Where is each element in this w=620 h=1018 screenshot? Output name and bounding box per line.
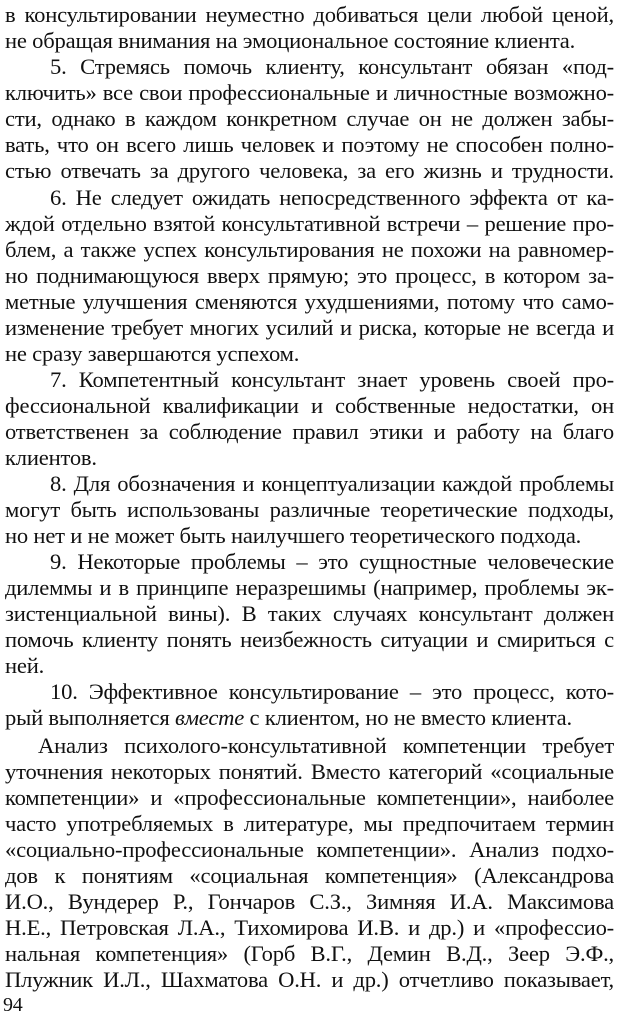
text-line: в консультировании неуместно добиваться цели любой ценой,	[5, 2, 614, 27]
paragraph-analysis-start: Анализ психолого-консультативной компетенции требует	[38, 733, 614, 758]
text-line: ключить» все свои профессиональные и личностные возможно-	[5, 80, 614, 105]
text-line: могут быть использованы различные теоретические подходы,	[5, 497, 614, 522]
text-line: не обращая внимания на эмоциональное состояние клиента.	[5, 28, 576, 53]
text-line: не сразу завершаются успехом.	[5, 341, 300, 366]
text-line: ответственен за соблюдение правил этики и работу на благо	[5, 419, 614, 444]
text-line: дилеммы и в принципе неразрешимы (например, проблемы эк-	[5, 575, 614, 600]
text-line: вать, что он всего лишь человек и поэтому не способен полно-	[5, 132, 614, 157]
text-line: клиентов.	[5, 445, 97, 470]
page-number: 94	[3, 994, 23, 1016]
paragraph-7-start: 7. Компетентный консультант знает уровень своей про-	[50, 367, 614, 392]
paragraph-9-start: 9. Некоторые проблемы – это сущностные человеческие	[50, 549, 614, 574]
text-line: Плужник И.Л., Шахматова О.Н. и др.) отчетливо показывает,	[5, 967, 614, 992]
text-line: изменение требует многих усилий и риска, которые не всегда и	[5, 315, 614, 340]
text-line: помочь клиенту понять неизбежность ситуации и смириться с	[5, 627, 614, 652]
text-line: стью отвечать за другого человека, за его жизнь и трудности.	[5, 158, 614, 183]
text-line: нальная компетенция» (Горб В.Г., Демин В.Д., Зеер Э.Ф.,	[5, 941, 614, 966]
text-segment: рый выполняется	[5, 705, 175, 730]
text-line: уточнения некоторых понятий. Вместо категорий «социальные	[5, 759, 614, 784]
text-line: компетенции» и «профессиональные компетенции», наиболее	[5, 785, 614, 810]
text-line: ней.	[5, 653, 45, 678]
text-line: Н.Е., Петровская Л.А., Тихомирова И.В. и др.) и «профессио-	[5, 915, 614, 940]
emphasis-text: вместе	[174, 705, 245, 730]
paragraph-8-start: 8. Для обозначения и концептуализации каждой проблемы	[50, 471, 614, 496]
text-line: метные улучшения сменяются ухудшениями, потому что само-	[5, 289, 614, 314]
text-line: ждой отдельно взятой консультативной встречи – решение про-	[5, 211, 614, 236]
text-line: фессиональной квалификации и собственные недостатки, он	[5, 393, 614, 418]
text-line: но нет и не может быть наилучшего теоретического подхода.	[5, 523, 582, 548]
text-line: зистенциальной вины). В таких случаях консультант должен	[5, 601, 614, 626]
paragraph-6-start: 6. Не следует ожидать непосредственного эффекта от ка-	[50, 185, 614, 210]
paragraph-5-start: 5. Стремясь помочь клиенту, консультант обязан «под-	[50, 54, 614, 79]
text-line: но поднимающуюся вверх прямую; это процесс, в котором за-	[5, 263, 614, 288]
text-line: «социально-профессиональные компетенции». Анализ подхо-	[5, 837, 614, 862]
paragraph-10-start: 10. Эффективное консультирование – это процесс, кото-	[50, 679, 614, 704]
text-line: дов к понятиям «социальная компетенция» (Александрова	[5, 863, 614, 888]
text-line: сти, однако в каждом конкретном случае он не должен забы-	[5, 106, 614, 131]
text-line: блем, а также успех консультирования не похожи на равномер-	[5, 237, 614, 262]
text-line: часто употребляемых в литературе, мы предпочитаем термин	[5, 811, 614, 836]
text-segment: с клиентом, но не вместо клиента.	[244, 705, 572, 730]
text-line-with-emphasis	[5, 703, 614, 733]
text-line: И.О., Вундерер Р., Гончаров С.З., Зимняя И.А. Максимова	[5, 889, 614, 914]
